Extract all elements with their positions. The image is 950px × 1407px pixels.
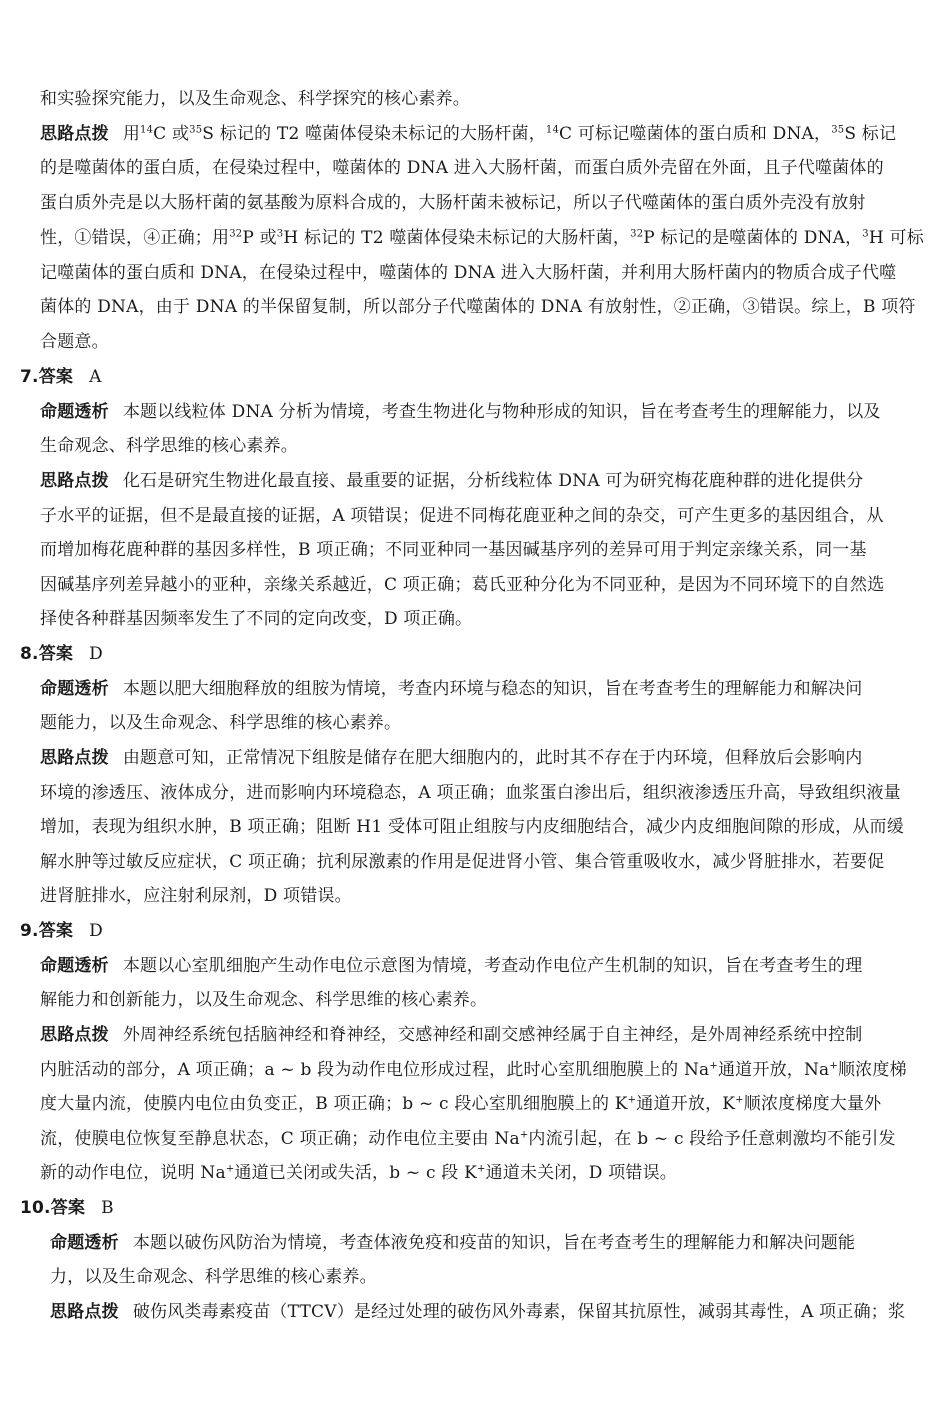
text-run: 内流引起，在 b ~ c 段给予任意刺激均不能引发 — [528, 1129, 896, 1149]
superscript: 35 — [189, 124, 203, 136]
text-run: C 可标记噬菌体的蛋白质和 DNA， — [559, 124, 832, 144]
intent-label: 命题透析 — [40, 402, 109, 422]
intent-label: 命题透析 — [50, 1233, 119, 1253]
q9-thinking-line-2 — [40, 1059, 907, 1081]
text-run: 菌体的 DNA，由于 DNA 的半保留复制，所以部分子代噬菌体的 DNA 有放射性，②正确，③错误。综上，B 项符 — [40, 297, 916, 317]
q6-thinking-line-4 — [40, 227, 924, 249]
thinking-label: 思路点拨 — [40, 124, 109, 144]
q9-thinking-line-4 — [40, 1128, 896, 1150]
text-run: 8. — [20, 644, 39, 664]
text-run: H 可标 — [868, 228, 924, 248]
text-run: 蛋白质外壳是以大肠杆菌的氨基酸为原料合成的，大肠杆菌未被标记，所以子代噬菌体的蛋白质外壳没有放射 — [40, 193, 866, 213]
q7-thinking-line-4 — [40, 574, 884, 596]
text-run: 择使各种群基因频率发生了不同的定向改变，D 项正确。 — [40, 609, 473, 629]
text-run: P 标记的是噬菌体的 DNA， — [643, 228, 863, 248]
text-run: 答案 — [38, 644, 74, 664]
text-run: 而增加梅花鹿种群的基因多样性，B 项正确；不同亚种同一基因碱基序列的差异可用于判定亲缘关系，同一基 — [40, 540, 867, 560]
q8-answer — [20, 643, 103, 665]
text-run: 通道已关闭或失活，b ~ c 段 K — [234, 1163, 477, 1183]
q10-thinking-line-1 — [50, 1301, 905, 1323]
superscript: 3 — [862, 228, 869, 240]
text-run: 合题意。 — [40, 332, 109, 352]
q10-answer — [20, 1197, 114, 1219]
q7-thinking-line-1 — [40, 470, 863, 492]
text-run: 本题以肥大细胞释放的组胺为情境，考查内环境与稳态的知识，旨在考查考生的理解能力和解决问 — [122, 679, 863, 699]
intent-label: 命题透析 — [40, 679, 109, 699]
superscript: 32 — [630, 228, 644, 240]
text-run: C 或 — [153, 124, 190, 144]
text-run: P 或 — [242, 228, 277, 248]
text-run: 增加，表现为组织水肿，B 项正确；阻断 H1 受体可阻止组胺与内皮细胞结合，减少内皮细胞间隙的形成，从而缓 — [40, 817, 904, 837]
intro-line — [40, 88, 470, 110]
thinking-label: 思路点拨 — [40, 1025, 109, 1045]
q7-intent-line-1 — [40, 401, 881, 423]
q6-thinking-line-5 — [40, 262, 896, 284]
text-run: 本题以线粒体 DNA 分析为情境，考查生物进化与物种形成的知识，旨在考查考生的理解能力，以及 — [122, 402, 881, 422]
superscript: 14 — [545, 124, 560, 136]
text-run: 生命观念、科学思维的核心素养。 — [40, 436, 298, 456]
text-run: 通道开放，K — [636, 1094, 736, 1114]
text-run: 题能力，以及生命观念、科学思维的核心素养。 — [40, 713, 402, 733]
text-run: 顺浓度梯 — [837, 1060, 907, 1080]
text-run: A — [89, 367, 102, 387]
thinking-label: 思路点拨 — [40, 748, 109, 768]
text-run: 环境的渗透压、液体成分，进而影响内环境稳态，A 项正确；血浆蛋白渗出后，组织液渗透压升高，导致组织液量 — [40, 783, 901, 803]
text-run: 用 — [122, 124, 141, 144]
text-run: D — [89, 921, 103, 941]
text-run: D — [89, 644, 103, 664]
text-run: 新的动作电位，说明 Na — [40, 1163, 226, 1183]
text-run: 力，以及生命观念、科学思维的核心素养。 — [50, 1267, 377, 1287]
text-run: 流，使膜电位恢复至静息状态，C 项正确；动作电位主要由 Na — [40, 1129, 520, 1149]
q9-intent-line-2 — [40, 989, 487, 1011]
q10-intent-line-1 — [50, 1232, 855, 1254]
q9-answer — [20, 920, 103, 942]
text-run: 10. — [20, 1198, 51, 1218]
text-run: S 标记 — [844, 124, 897, 144]
superscript: + — [225, 1163, 235, 1175]
q7-thinking-line-3 — [40, 539, 867, 561]
text-run: 内脏活动的部分，A 项正确；a ~ b 段为动作电位形成过程，此时心室肌细胞膜上的 Na — [40, 1060, 710, 1080]
q9-thinking-line-3 — [40, 1093, 881, 1115]
intent-label: 命题透析 — [40, 956, 109, 976]
superscript: + — [735, 1094, 744, 1106]
q8-intent-line-2 — [40, 712, 401, 734]
q6-thinking-line-3 — [40, 192, 866, 214]
text-run: 答案 — [38, 921, 74, 941]
text-run: 由题意可知，正常情况下组胺是储存在肥大细胞内的，此时其不存在于内环境，但释放后会影响内 — [122, 748, 863, 768]
text-run: 子水平的证据，但不是最直接的证据，A 项错误；促进不同梅花鹿亚种之间的杂交，可产生更多的基因组合，从 — [40, 506, 884, 526]
q6-thinking-line-6 — [40, 296, 916, 318]
text-run: 通道开放，Na — [717, 1060, 830, 1080]
q7-intent-line-2 — [40, 435, 298, 457]
text-run: 因碱基序列差异越小的亚种，亲缘关系越近，C 项正确；葛氏亚种分化为不同亚种，是因为不同环境下的自然选 — [40, 575, 885, 595]
text-run: 进肾脏排水，应注射利尿剂，D 项错误。 — [40, 886, 352, 906]
q9-thinking-line-1 — [40, 1024, 862, 1046]
text-run: 的是噬菌体的蛋白质，在侵染过程中，噬菌体的 DNA 进入大肠杆菌，而蛋白质外壳留在外面，且子代噬菌体的 — [40, 158, 884, 178]
q7-thinking-line-5 — [40, 608, 472, 630]
q8-thinking-line-2 — [40, 782, 901, 804]
q8-thinking-line-4 — [40, 851, 884, 873]
text-run: 解能力和创新能力，以及生命观念、科学思维的核心素养。 — [40, 990, 488, 1010]
superscript: 3 — [276, 228, 284, 240]
text-run: 度大量内流，使膜内电位由负变正，B 项正确；b ~ c 段心室肌细胞膜上的 K — [40, 1094, 628, 1114]
q8-thinking-line-1 — [40, 747, 862, 769]
superscript: 14 — [140, 124, 154, 136]
superscript: + — [627, 1094, 637, 1106]
superscript: + — [519, 1129, 529, 1141]
text-run: 解水肿等过敏反应症状，C 项正确；抗利尿激素的作用是促进肾小管、集合管重吸收水，减少肾脏排水，若要促 — [40, 852, 885, 872]
text-run: 外周神经系统包括脑神经和脊神经，交感神经和副交感神经属于自主神经，是外周神经系统中控制 — [122, 1025, 863, 1045]
text-run: S 标记的 T2 噬菌体侵染未标记的大肠杆菌， — [202, 124, 546, 144]
superscript: + — [829, 1060, 838, 1072]
superscript: 35 — [831, 124, 845, 136]
text-run: 顺浓度梯度大量外 — [743, 1094, 882, 1114]
q7-answer — [20, 366, 102, 388]
text-run: 和实验探究能力，以及生命观念、科学探究的核心素养。 — [40, 89, 470, 109]
q7-thinking-line-2 — [40, 505, 884, 527]
superscript: + — [709, 1060, 718, 1072]
superscript: + — [476, 1163, 486, 1175]
text-run: 9. — [20, 921, 39, 941]
text-run: 化石是研究生物进化最直接、最重要的证据，分析线粒体 DNA 可为研究梅花鹿种群的进化提供分 — [122, 471, 864, 491]
text-run: 本题以破伤风防治为情境，考查体液免疫和疫苗的知识，旨在考查考生的理解能力和解决问题能 — [132, 1233, 856, 1253]
text-run: 7. — [20, 367, 39, 387]
text-run: 破伤风类毒素疫苗（TTCV）是经过处理的破伤风外毒素，保留其抗原性，减弱其毒性，A 项正确；浆 — [132, 1302, 906, 1322]
thinking-label: 思路点拨 — [40, 471, 109, 491]
text-run: 性，①错误，④正确；用 — [40, 228, 230, 248]
text-run: B — [101, 1198, 114, 1218]
q9-intent-line-1 — [40, 955, 862, 977]
text-run: 记噬菌体的蛋白质和 DNA，在侵染过程中，噬菌体的 DNA 进入大肠杆菌，并利用大肠杆菌内的物质合成子代噬 — [40, 263, 897, 283]
text-run: 通道未关闭，D 项错误。 — [485, 1163, 678, 1183]
q8-thinking-line-5 — [40, 885, 352, 907]
q10-intent-line-2 — [50, 1266, 377, 1288]
text-run: H 标记的 T2 噬菌体侵染未标记的大肠杆菌， — [283, 228, 631, 248]
q8-thinking-line-3 — [40, 816, 904, 838]
q9-thinking-line-5 — [40, 1162, 677, 1184]
q6-thinking-line-1 — [40, 123, 896, 145]
superscript: 32 — [229, 228, 243, 240]
text-run: 答案 — [50, 1198, 86, 1218]
thinking-label: 思路点拨 — [50, 1302, 119, 1322]
q6-thinking-line-2 — [40, 157, 884, 179]
text-run: 本题以心室肌细胞产生动作电位示意图为情境，考查动作电位产生机制的知识，旨在考查考生的理 — [122, 956, 863, 976]
text-run: 答案 — [38, 367, 74, 387]
q8-intent-line-1 — [40, 678, 862, 700]
q6-thinking-line-7 — [40, 331, 109, 353]
